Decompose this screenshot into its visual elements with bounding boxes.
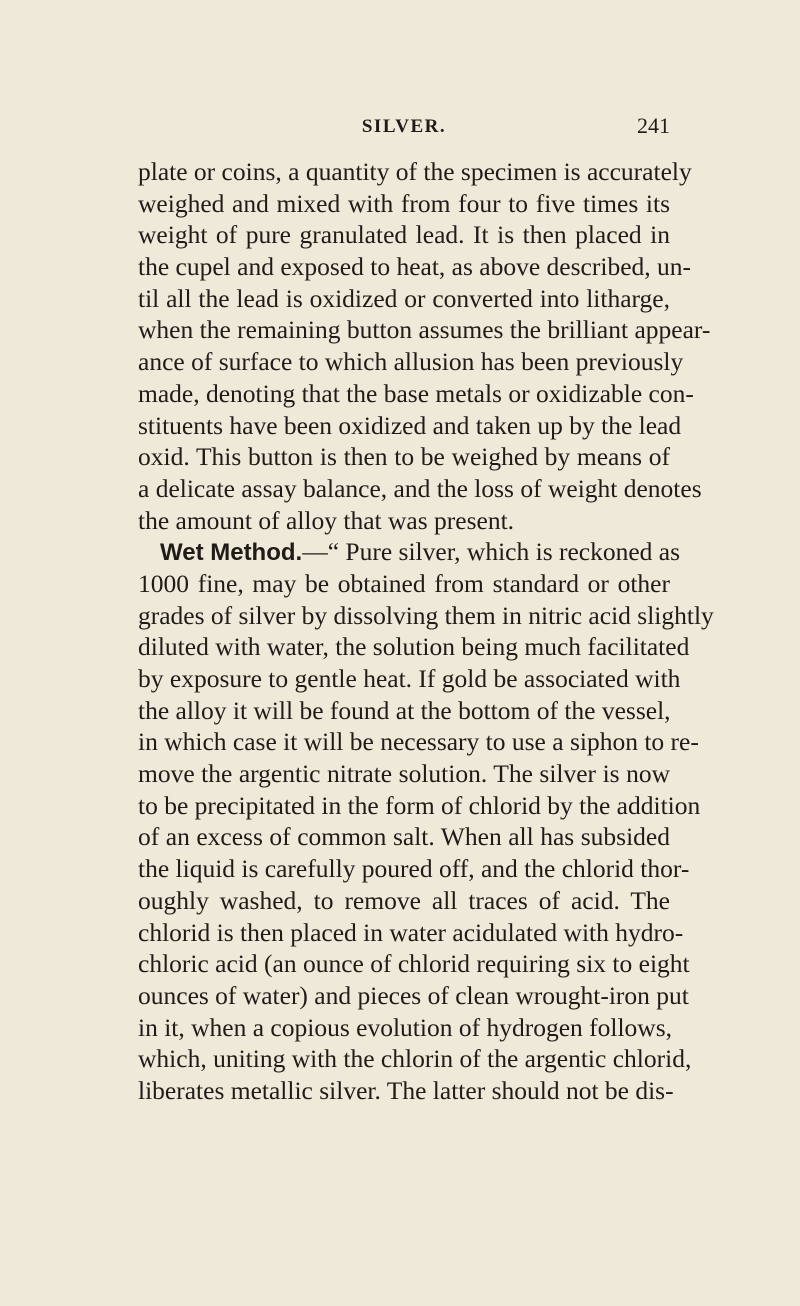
text-line: in it, when a copious evolution of hydrogen follows, xyxy=(138,1012,673,1042)
text-line: move the argentic nitrate solution. The silver is now xyxy=(138,759,670,789)
text-line: grades of silver by dissolving them in nitric acid slightly xyxy=(138,600,714,630)
text-line: chloric acid (an ounce of chlorid requiring six to eight xyxy=(138,949,690,979)
text-line: chlorid is then placed in water acidulated with hydro- xyxy=(138,917,684,947)
text-line: in which case it will be necessary to use a siphon to re- xyxy=(138,727,699,757)
text-line: weight of pure granulated lead. It is then placed in xyxy=(138,220,670,250)
text-line: a delicate assay balance, and the loss of weight denotes xyxy=(138,473,702,503)
page-header xyxy=(138,113,670,142)
text-line: made, denoting that the base metals or oxidizable con- xyxy=(138,378,694,408)
page-number: 241 xyxy=(637,113,670,138)
text-line: liberates metallic silver. The latter should not be dis- xyxy=(138,1075,674,1105)
text-line: of an excess of common salt. When all has subsided xyxy=(138,822,670,852)
text-line: oxid. This button is then to be weighed by means of xyxy=(138,442,670,472)
text-line: ance of surface to which allusion has been previously xyxy=(138,347,684,377)
text-line: the liquid is carefully poured off, and the chlorid thor- xyxy=(138,854,690,884)
text-line: the amount of alloy that was present. xyxy=(138,505,515,535)
text-line: the alloy it will be found at the bottom of the vessel, xyxy=(138,695,671,725)
running-head: SILVER. xyxy=(361,116,447,137)
text-line: weighed and mixed with from four to five times its xyxy=(138,188,670,218)
text-line: til all the lead is oxidized or converted into litharge, xyxy=(138,283,670,313)
text-line: stituents have been oxidized and taken up by the lead xyxy=(138,410,682,440)
text-line: plate or coins, a quantity of the specimen is accurately xyxy=(138,157,692,186)
text-line: when the remaining button assumes the brilliant appear- xyxy=(138,315,711,345)
text-line: the cupel and exposed to heat, as above described, un- xyxy=(138,252,692,282)
text-line: to be precipitated in the form of chlorid by the addition xyxy=(138,790,701,820)
section-first-line-text: —“ Pure silver, which is reckoned as xyxy=(302,537,681,567)
section-first-line xyxy=(138,536,681,568)
body-text xyxy=(138,156,714,1107)
text-line: 1000 fine, may be obtained from standard or other xyxy=(138,568,670,598)
text-line: oughly washed, to remove all traces of acid. The xyxy=(138,885,670,915)
section-heading: Wet Method. xyxy=(160,539,303,567)
text-line: which, uniting with the chlorin of the argentic chlorid, xyxy=(138,1044,692,1074)
text-line: diluted with water, the solution being much facilitated xyxy=(138,632,690,662)
text-line: ounces of water) and pieces of clean wrought-iron put xyxy=(138,980,689,1010)
text-line: by exposure to gentle heat. If gold be associated with xyxy=(138,664,681,693)
